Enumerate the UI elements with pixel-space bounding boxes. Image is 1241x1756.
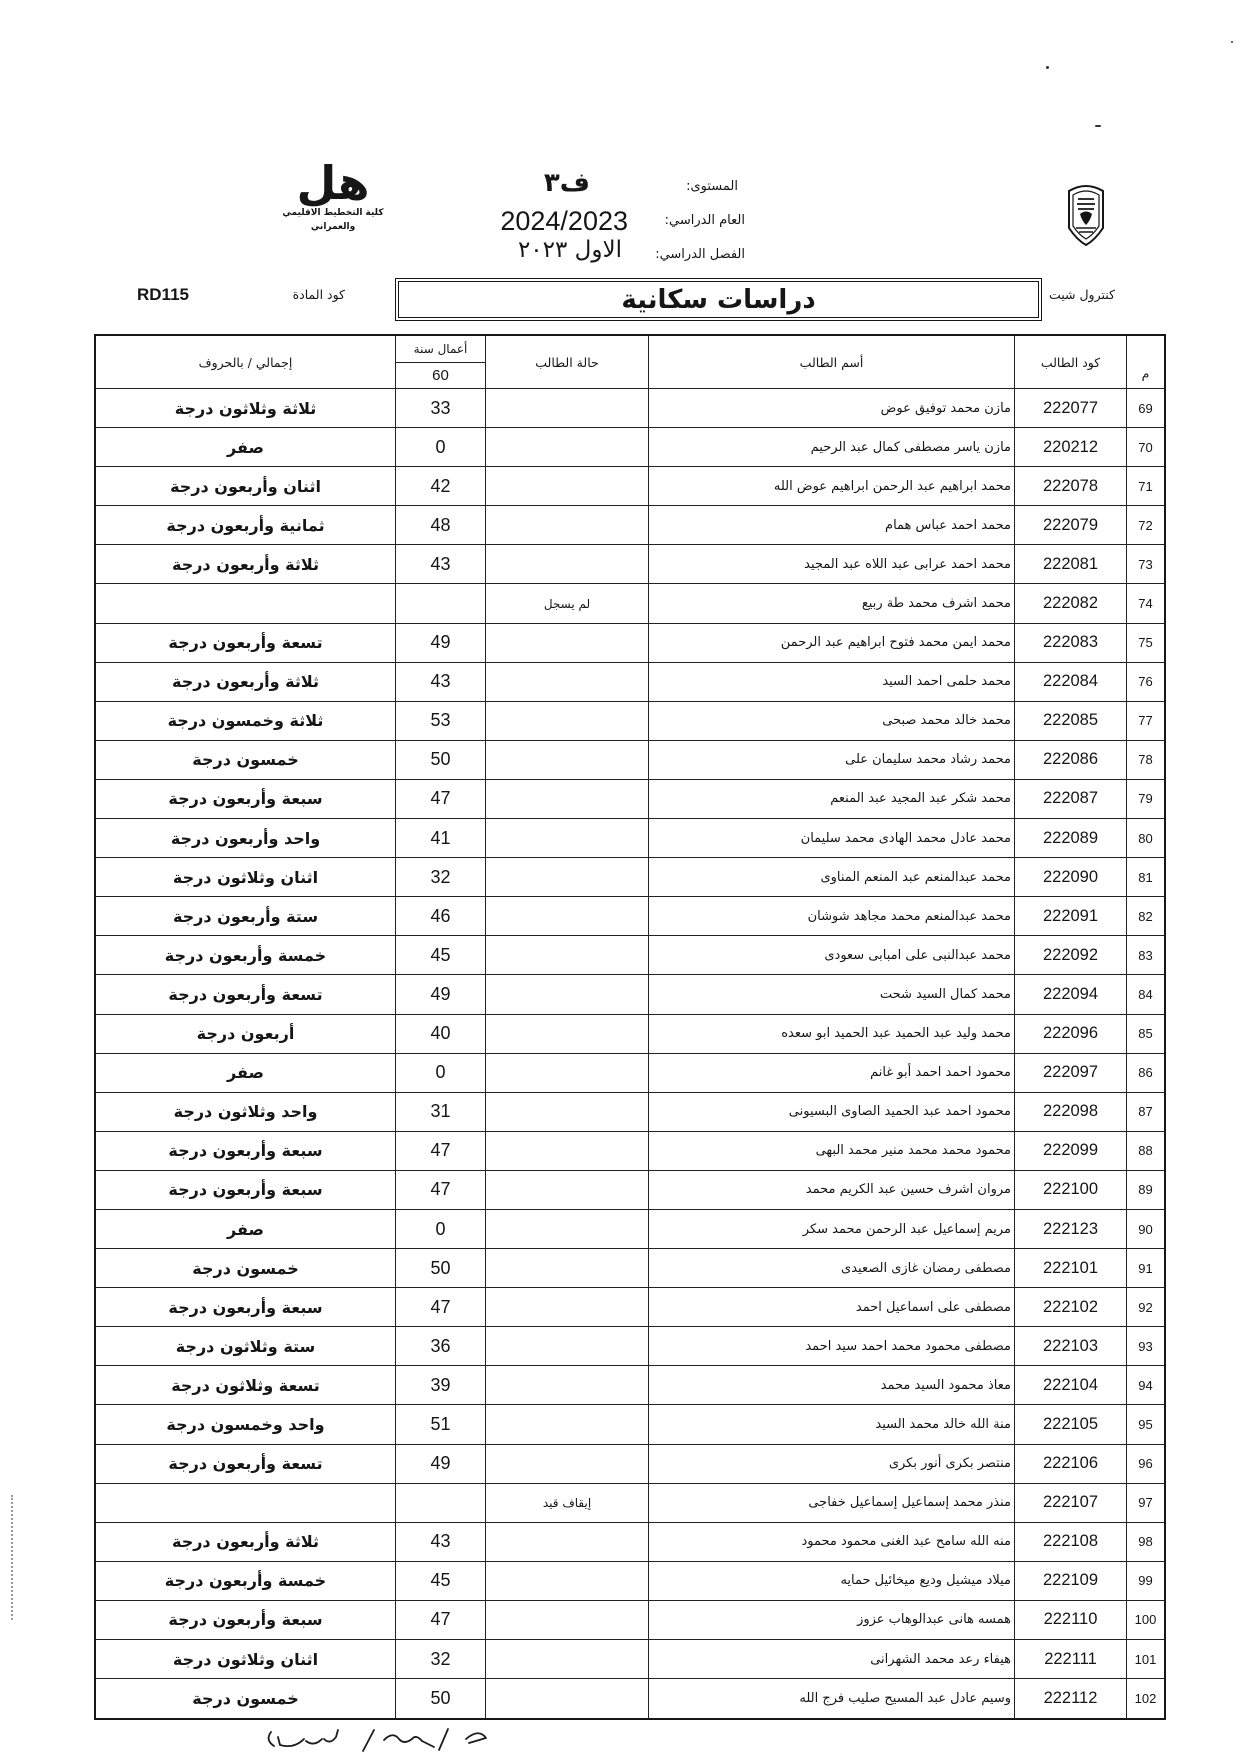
total-in-words: خمسون درجة <box>192 750 299 770</box>
table-row <box>96 1171 1164 1210</box>
level-value: ف٣ <box>543 168 590 198</box>
total-in-words: ثلاثة وثلاثون درجة <box>174 398 317 418</box>
col-header-status: حالة الطالب <box>485 336 648 388</box>
student-status <box>485 1679 648 1718</box>
semester-label: الفصل الدراسي: <box>655 247 745 262</box>
student-name: همسه هانى عبدالوهاب عزوز <box>648 1601 1014 1639</box>
student-status <box>485 428 648 466</box>
student-status <box>485 389 648 427</box>
student-name: محمود احمد عبد الحميد الصاوى البسيونى <box>648 1093 1014 1131</box>
coursework-score: 47 <box>395 1601 485 1639</box>
student-status <box>485 780 648 818</box>
coursework-score: 50 <box>395 741 485 779</box>
table-row <box>96 1288 1164 1327</box>
student-name: مازن محمد توفيق عوض <box>648 389 1014 427</box>
coursework-score <box>395 584 485 622</box>
total-in-words: ستة وأربعون درجة <box>172 906 319 926</box>
student-name: مصطفى محمود محمد احمد سيد احمد <box>648 1327 1014 1365</box>
coursework-score: 47 <box>395 1171 485 1209</box>
scan-speck <box>1095 125 1101 127</box>
col-header-code: كود الطالب <box>1014 336 1126 388</box>
table-row <box>96 624 1164 663</box>
row-number: 87 <box>1126 1093 1164 1131</box>
student-name: محمد وليد عبد الحميد عبد الحميد ابو سعده <box>648 1015 1014 1053</box>
faculty-logo <box>268 156 398 235</box>
table-row <box>96 584 1164 623</box>
student-status <box>485 1327 648 1365</box>
student-name: محمد اشرف محمد طة ربيع <box>648 584 1014 622</box>
student-name: محمد عادل محمد الهادى محمد سليمان <box>648 819 1014 857</box>
coursework-score: 48 <box>395 506 485 544</box>
total-in-words: صفر <box>227 1219 264 1239</box>
student-name: منذر محمد إسماعيل إسماعيل خفاجى <box>648 1484 1014 1522</box>
course-code: RD115 <box>137 285 189 304</box>
binding-perforation <box>11 1495 13 1620</box>
total-in-words <box>96 1484 395 1522</box>
row-number: 95 <box>1126 1405 1164 1443</box>
coursework-score: 53 <box>395 702 485 740</box>
student-name: محمود محمد محمد منير محمد البهى <box>648 1132 1014 1170</box>
row-number: 101 <box>1126 1640 1164 1678</box>
table-row <box>96 1132 1164 1171</box>
row-number: 86 <box>1126 1054 1164 1092</box>
coursework-score: 43 <box>395 545 485 583</box>
total-in-words: ثلاثة وأربعون درجة <box>171 672 320 692</box>
student-status <box>485 1093 648 1131</box>
student-code: 222108 <box>1014 1523 1126 1561</box>
student-status <box>485 1171 648 1209</box>
coursework-score: 33 <box>395 389 485 427</box>
row-number: 88 <box>1126 1132 1164 1170</box>
course-title-box <box>395 278 1042 321</box>
student-code: 222092 <box>1014 936 1126 974</box>
table-row <box>96 702 1164 741</box>
table-row <box>96 1445 1164 1484</box>
student-code: 222103 <box>1014 1327 1126 1365</box>
student-code: 222098 <box>1014 1093 1126 1131</box>
table-row <box>96 1523 1164 1562</box>
coursework-score: 0 <box>395 428 485 466</box>
col-header-total-words: إجمالي / بالحروف <box>198 354 293 370</box>
student-status <box>485 1288 648 1326</box>
student-code: 222079 <box>1014 506 1126 544</box>
student-status <box>485 545 648 583</box>
total-in-words: تسعة وأربعون درجة <box>168 1454 323 1474</box>
student-code: 222083 <box>1014 624 1126 662</box>
row-number: 69 <box>1126 389 1164 427</box>
row-number: 79 <box>1126 780 1164 818</box>
table-row <box>96 858 1164 897</box>
student-status <box>485 1132 648 1170</box>
col-header-index: م <box>1126 336 1164 388</box>
student-status <box>485 975 648 1013</box>
row-number: 83 <box>1126 936 1164 974</box>
coursework-score: 49 <box>395 624 485 662</box>
coursework-score: 39 <box>395 1366 485 1404</box>
coursework-score: 32 <box>395 1640 485 1678</box>
row-number: 92 <box>1126 1288 1164 1326</box>
coursework-score: 49 <box>395 975 485 1013</box>
table-row <box>96 1405 1164 1444</box>
total-in-words: خمسون درجة <box>192 1258 299 1278</box>
row-number: 85 <box>1126 1015 1164 1053</box>
row-number: 75 <box>1126 624 1164 662</box>
total-in-words: ثلاثة وأربعون درجة <box>171 1532 320 1552</box>
student-name: مصطفى رمضان غازى الصعيدى <box>648 1249 1014 1287</box>
student-name: محمد شكر عبد المجيد عبد المنعم <box>648 780 1014 818</box>
student-name: معاذ محمود السيد محمد <box>648 1366 1014 1404</box>
table-row <box>96 975 1164 1014</box>
student-name: هيفاء رعد محمد الشهرانى <box>648 1640 1014 1678</box>
row-number: 97 <box>1126 1484 1164 1522</box>
table-row <box>96 1484 1164 1523</box>
student-status <box>485 741 648 779</box>
coursework-score: 50 <box>395 1249 485 1287</box>
total-in-words: صفر <box>227 437 264 457</box>
total-in-words: واحد وأربعون درجة <box>170 828 321 848</box>
row-number: 70 <box>1126 428 1164 466</box>
row-number: 73 <box>1126 545 1164 583</box>
student-status <box>485 1015 648 1053</box>
row-number: 80 <box>1126 819 1164 857</box>
student-status <box>485 1445 648 1483</box>
student-status <box>485 897 648 935</box>
student-status <box>485 858 648 896</box>
course-code-label: كود المادة <box>292 287 345 302</box>
row-number: 91 <box>1126 1249 1164 1287</box>
row-number: 74 <box>1126 584 1164 622</box>
student-code: 222111 <box>1014 1640 1126 1678</box>
student-code: 222101 <box>1014 1249 1126 1287</box>
total-in-words: ثلاثة وخمسون درجة <box>167 711 324 731</box>
row-number: 89 <box>1126 1171 1164 1209</box>
row-number: 93 <box>1126 1327 1164 1365</box>
total-in-words: تسعة وأربعون درجة <box>168 633 323 653</box>
total-in-words: سبعة وأربعون درجة <box>168 1141 323 1161</box>
total-in-words: اثنان وثلاثون درجة <box>172 867 319 887</box>
student-code: 222123 <box>1014 1210 1126 1248</box>
student-name: محمد ابراهيم عبد الرحمن ابراهيم عوض الله <box>648 467 1014 505</box>
total-in-words: خمسة وأربعون درجة <box>164 1571 327 1591</box>
total-in-words <box>96 584 395 622</box>
student-code: 222086 <box>1014 741 1126 779</box>
student-name: محمد عبدالمنعم عبد المنعم المناوى <box>648 858 1014 896</box>
student-code: 222087 <box>1014 780 1126 818</box>
table-row <box>96 467 1164 506</box>
student-name: محمد احمد عرابى عبد اللاه عبد المجيد <box>648 545 1014 583</box>
table-row <box>96 428 1164 467</box>
student-code: 222107 <box>1014 1484 1126 1522</box>
table-row <box>96 1054 1164 1093</box>
total-in-words: خمسة وأربعون درجة <box>164 945 327 965</box>
row-number: 100 <box>1126 1601 1164 1639</box>
level-label: المستوى: <box>686 179 738 194</box>
year-label: العام الدراسي: <box>664 213 745 228</box>
student-code: 222096 <box>1014 1015 1126 1053</box>
row-number: 76 <box>1126 663 1164 701</box>
student-code: 222100 <box>1014 1171 1126 1209</box>
table-header-row <box>96 336 1164 389</box>
student-status <box>485 702 648 740</box>
coursework-score: 46 <box>395 897 485 935</box>
handwritten-signature <box>262 1716 494 1756</box>
student-code: 222099 <box>1014 1132 1126 1170</box>
student-code: 222078 <box>1014 467 1126 505</box>
student-status <box>485 624 648 662</box>
student-code: 222082 <box>1014 584 1126 622</box>
student-status <box>485 467 648 505</box>
table-row <box>96 663 1164 702</box>
coursework-score: 0 <box>395 1210 485 1248</box>
student-code: 222104 <box>1014 1366 1126 1404</box>
table-row <box>96 1015 1164 1054</box>
coursework-score: 47 <box>395 780 485 818</box>
total-in-words: خمسون درجة <box>192 1689 299 1709</box>
student-code: 222105 <box>1014 1405 1126 1443</box>
table-row <box>96 1249 1164 1288</box>
student-name: محمد ايمن محمد فتوح ابراهيم عبد الرحمن <box>648 624 1014 662</box>
student-status <box>485 1523 648 1561</box>
table-row <box>96 780 1164 819</box>
student-code: 222110 <box>1014 1601 1126 1639</box>
total-in-words: صفر <box>227 1063 264 1083</box>
coursework-score: 43 <box>395 1523 485 1561</box>
total-in-words: واحد وخمسون درجة <box>166 1414 325 1434</box>
row-number: 96 <box>1126 1445 1164 1483</box>
student-name: محمد كمال السيد شحت <box>648 975 1014 1013</box>
student-name: محمود احمد احمد أبو غانم <box>648 1054 1014 1092</box>
year-value: 2024/2023 <box>500 206 628 236</box>
coursework-score: 49 <box>395 1445 485 1483</box>
table-row <box>96 1366 1164 1405</box>
row-number: 71 <box>1126 467 1164 505</box>
semester-value: الاول ٢٠٢٣ <box>517 237 622 263</box>
faculty-name-line1: كلية التخطيط الاقليمي <box>282 208 384 218</box>
student-code: 222090 <box>1014 858 1126 896</box>
student-code: 222097 <box>1014 1054 1126 1092</box>
row-number: 102 <box>1126 1679 1164 1718</box>
student-code: 222089 <box>1014 819 1126 857</box>
table-row <box>96 819 1164 858</box>
scan-speck <box>1046 66 1049 69</box>
row-number: 77 <box>1126 702 1164 740</box>
table-row <box>96 1093 1164 1132</box>
student-status <box>485 819 648 857</box>
student-name: محمد عبدالمنعم محمد مجاهد شوشان <box>648 897 1014 935</box>
student-code: 222091 <box>1014 897 1126 935</box>
total-in-words: أربعون درجة <box>196 1024 295 1044</box>
student-code: 222102 <box>1014 1288 1126 1326</box>
coursework-score: 36 <box>395 1327 485 1365</box>
faculty-logo-mark: هل <box>296 156 370 210</box>
table-row <box>96 545 1164 584</box>
table-row <box>96 741 1164 780</box>
total-in-words: سبعة وأربعون درجة <box>168 1180 323 1200</box>
student-status <box>485 1249 648 1287</box>
coursework-score: 40 <box>395 1015 485 1053</box>
student-status: لم يسجل <box>485 584 648 622</box>
coursework-score: 50 <box>395 1679 485 1718</box>
student-status <box>485 1210 648 1248</box>
total-in-words: اثنان وثلاثون درجة <box>172 1649 319 1669</box>
total-in-words: ستة وثلاثون درجة <box>175 1336 316 1356</box>
total-in-words: تسعة وأربعون درجة <box>168 984 323 1004</box>
student-name: محمد حلمى احمد السيد <box>648 663 1014 701</box>
row-number: 90 <box>1126 1210 1164 1248</box>
coursework-score: 42 <box>395 467 485 505</box>
col-header-coursework <box>395 336 485 388</box>
student-code: 222094 <box>1014 975 1126 1013</box>
table-row <box>96 936 1164 975</box>
student-status <box>485 663 648 701</box>
table-row <box>96 1327 1164 1366</box>
student-name: وسيم عادل عبد المسيح صليب فرج الله <box>648 1679 1014 1718</box>
table-row <box>96 1210 1164 1249</box>
table-row <box>96 897 1164 936</box>
grades-table <box>94 334 1166 1720</box>
student-code: 222085 <box>1014 702 1126 740</box>
col-header-name: أسم الطالب <box>648 336 1014 388</box>
total-in-words: ثلاثة وأربعون درجة <box>171 554 320 574</box>
student-name: محمد احمد عباس همام <box>648 506 1014 544</box>
total-in-words: سبعة وأربعون درجة <box>168 1297 323 1317</box>
row-number: 94 <box>1126 1366 1164 1404</box>
student-status <box>485 1366 648 1404</box>
total-in-words: واحد وثلاثون درجة <box>173 1102 318 1122</box>
table-row <box>96 389 1164 428</box>
course-title: دراسات سكانية <box>621 284 816 315</box>
student-status <box>485 936 648 974</box>
coursework-score: 51 <box>395 1405 485 1443</box>
total-in-words: سبعة وأربعون درجة <box>168 789 323 809</box>
table-row <box>96 1562 1164 1601</box>
student-code: 222081 <box>1014 545 1126 583</box>
student-status <box>485 1601 648 1639</box>
coursework-score: 47 <box>395 1132 485 1170</box>
student-name: ميلاد ميشيل وديع ميخائيل حمايه <box>648 1562 1014 1600</box>
student-name: مصطفى على اسماعيل احمد <box>648 1288 1014 1326</box>
col-header-coursework-max: 60 <box>432 367 449 384</box>
student-status <box>485 1562 648 1600</box>
row-number: 82 <box>1126 897 1164 935</box>
university-crest-logo <box>1064 181 1108 247</box>
student-name: منه الله سامح عبد الغنى محمود محمود <box>648 1523 1014 1561</box>
coursework-score: 43 <box>395 663 485 701</box>
student-status <box>485 506 648 544</box>
student-name: محمد خالد محمد صبحى <box>648 702 1014 740</box>
coursework-score: 0 <box>395 1054 485 1092</box>
student-name: منة الله خالد محمد السيد <box>648 1405 1014 1443</box>
student-code: 222112 <box>1014 1679 1126 1718</box>
student-name: مروان اشرف حسين عبد الكريم محمد <box>648 1171 1014 1209</box>
student-name: مريم إسماعيل عبد الرحمن محمد سكر <box>648 1210 1014 1248</box>
student-name: مازن ياسر مصطفى كمال عبد الرحيم <box>648 428 1014 466</box>
total-in-words: تسعة وثلاثون درجة <box>171 1375 320 1395</box>
table-row <box>96 506 1164 545</box>
row-number: 78 <box>1126 741 1164 779</box>
row-number: 81 <box>1126 858 1164 896</box>
row-number: 99 <box>1126 1562 1164 1600</box>
total-in-words: اثنان وأربعون درجة <box>170 476 321 496</box>
student-name: محمد رشاد محمد سليمان على <box>648 741 1014 779</box>
student-code: 222084 <box>1014 663 1126 701</box>
coursework-score: 45 <box>395 1562 485 1600</box>
total-in-words: ثمانية وأربعون درجة <box>166 515 325 535</box>
row-number: 72 <box>1126 506 1164 544</box>
table-row <box>96 1640 1164 1679</box>
row-number: 84 <box>1126 975 1164 1013</box>
student-name: منتصر بكرى أنور بكرى <box>648 1445 1014 1483</box>
coursework-score: 32 <box>395 858 485 896</box>
student-status <box>485 1054 648 1092</box>
student-status <box>485 1405 648 1443</box>
student-status <box>485 1640 648 1678</box>
coursework-score: 47 <box>395 1288 485 1326</box>
scan-speck <box>1231 41 1233 43</box>
student-code: 220212 <box>1014 428 1126 466</box>
total-in-words: سبعة وأربعون درجة <box>168 1610 323 1630</box>
student-code: 222109 <box>1014 1562 1126 1600</box>
student-status: إيقاف قيد <box>485 1484 648 1522</box>
table-body <box>96 389 1164 1718</box>
col-header-coursework-label: أعمال سنة <box>396 336 485 363</box>
coursework-score: 31 <box>395 1093 485 1131</box>
coursework-score <box>395 1484 485 1522</box>
student-code: 222077 <box>1014 389 1126 427</box>
student-code: 222106 <box>1014 1445 1126 1483</box>
control-sheet-label: كنترول شيت <box>1048 287 1115 302</box>
faculty-name-line2: والعمراني <box>310 222 356 233</box>
row-number: 98 <box>1126 1523 1164 1561</box>
table-row <box>96 1679 1164 1718</box>
student-name: محمد عبدالنبى على امبابى سعودى <box>648 936 1014 974</box>
coursework-score: 41 <box>395 819 485 857</box>
coursework-score: 45 <box>395 936 485 974</box>
table-row <box>96 1601 1164 1640</box>
